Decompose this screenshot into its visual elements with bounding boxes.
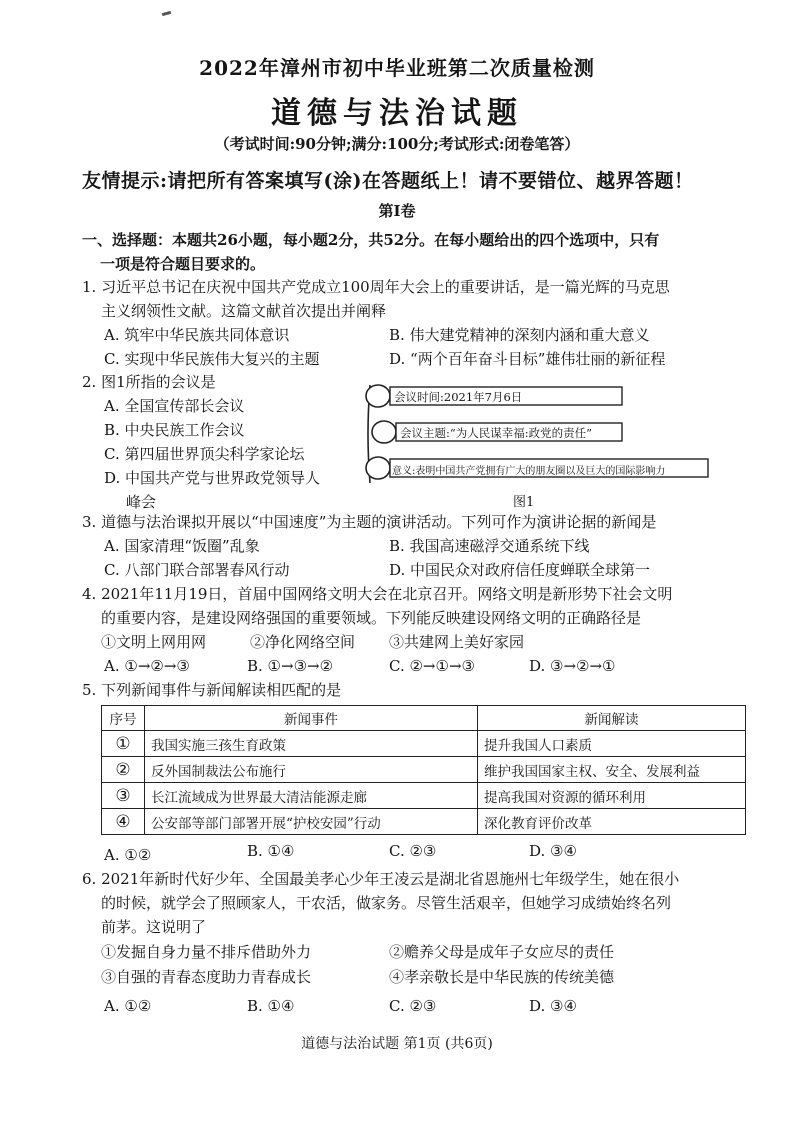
q4-statement-1: ①文明上网用网 (101, 633, 207, 651)
figure-1 (362, 379, 712, 489)
q3-stem: 3. 道德与法治课拟开展以“中国速度”为主题的演讲活动。下列可作为演讲论据的新闻是 (82, 513, 657, 531)
volume-label: 第Ⅰ卷 (378, 202, 416, 220)
table-header-index: 序号 (102, 706, 145, 731)
table-row (102, 783, 746, 809)
page-footer: 道德与法治试题 第1页 (共6页) (301, 1036, 493, 1052)
exam-title: 2022年漳州市初中毕业班第二次质量检测 (199, 56, 595, 80)
table-cell-interpretation: 深化教育评价改革 (478, 809, 746, 835)
q6-statement-1: ①发掘自身力量不排斥借助外力 (101, 943, 312, 961)
figure-1-caption: 图1 (513, 495, 535, 510)
table-header-interpretation: 新闻解读 (478, 706, 746, 731)
q4-statement-3: ③共建网上美好家园 (389, 633, 525, 651)
table-cell-event: 反外国制裁法公布施行 (145, 757, 478, 783)
table-cell-event: 长江流域成为世界最大清洁能源走廊 (145, 783, 478, 809)
q1-option-b: B. 伟大建党精神的深刻内涵和重大意义 (389, 326, 650, 344)
q5-stem: 5. 下列新闻事件与新闻解读相匹配的是 (82, 681, 342, 699)
table-cell-interpretation: 维护我国国家主权、安全、发展利益 (478, 757, 746, 783)
figure-1-theme: 会议主题:“为人民谋幸福:政党的责任” (400, 426, 593, 440)
q6-option-a: A. ①② (104, 997, 152, 1015)
section1-line2: 一项是符合题目要求的。 (100, 255, 266, 273)
q4-option-b: B. ①→③→② (247, 657, 334, 675)
news-table (101, 705, 746, 835)
q2-option-d-line1: D. 中国共产党与世界政党领导人 (104, 469, 321, 487)
q3-option-c: C. 八部门联合部署春风行动 (104, 561, 290, 579)
subject-title: 道德与法治试题 (271, 96, 523, 131)
q4-statement-2: ②净化网络空间 (250, 633, 356, 651)
q4-stem-line2: 的重要内容，是建设网络强国的重要领域。下列能反映建设网络文明的正确路径是 (101, 609, 642, 627)
exam-info: （考试时间:90分钟;满分:100分;考试形式:闭卷笔答） (214, 135, 580, 153)
q5-option-a: A. ①② (104, 846, 152, 864)
table-cell-event: 公安部等部门部署开展“护校安园”行动 (145, 809, 478, 835)
q1-stem-line2: 主义纲领性文献。这篇文献首次提出并阐释 (101, 302, 387, 320)
table-cell-interpretation: 提高我国对资源的循环利用 (478, 783, 746, 809)
table-cell-index: ② (102, 757, 145, 783)
q1-option-a: A. 筑牢中华民族共同体意识 (104, 326, 290, 344)
q5-option-b: B. ①④ (247, 842, 295, 860)
q1-option-c: C. 实现中华民族伟大复兴的主题 (104, 350, 320, 368)
q6-option-b: B. ①④ (247, 997, 295, 1015)
q2-stem: 2. 图1所指的会议是 (82, 373, 216, 391)
table-header-row (102, 706, 746, 731)
q4-option-d: D. ③→②→① (529, 657, 616, 675)
friendly-tip: 友情提示:请把所有答案填写(涂)在答题纸上！请不要错位、越界答题！ (82, 170, 694, 192)
q2-option-b: B. 中央民族工作会议 (104, 421, 245, 439)
scan-mark (162, 11, 171, 16)
q6-statement-3: ③自强的青春态度助力青春成长 (101, 968, 312, 986)
q2-option-d-line2: 峰会 (126, 493, 157, 511)
table-row (102, 757, 746, 783)
q2-option-c: C. 第四届世界顶尖科学家论坛 (104, 445, 305, 463)
table-cell-index: ③ (102, 783, 145, 809)
q6-stem-line1: 6. 2021年新时代好少年、全国最美孝心少年王凌云是湖北省恩施州七年级学生，她在很小 (82, 870, 680, 888)
table-cell-interpretation: 提升我国人口素质 (478, 731, 746, 757)
q4-option-c: C. ②→①→③ (389, 657, 475, 675)
q6-stem-line2: 的时候，就学会了照顾家人，干农活，做家务。尽管生活艰辛，但她学习成绩始终名列 (101, 894, 672, 912)
table-row (102, 731, 746, 757)
q6-stem-line3: 前茅。这说明了 (101, 918, 207, 936)
q3-option-b: B. 我国高速磁浮交通系统下线 (389, 537, 590, 555)
q6-statement-2: ②赡养父母是成年子女应尽的责任 (389, 943, 615, 961)
q1-stem-line1: 1. 习近平总书记在庆祝中国共产党成立100周年大会上的重要讲话，是一篇光辉的马克思 (82, 278, 670, 296)
table-cell-index: ④ (102, 809, 145, 835)
q4-stem-line1: 4. 2021年11月19日，首届中国网络文明大会在北京召开。网络文明是新形势下社会文明 (82, 585, 673, 603)
q5-option-c: C. ②③ (389, 842, 437, 860)
q1-option-d: D. “两个百年奋斗目标”雄伟壮丽的新征程 (389, 350, 666, 368)
figure-1-significance: 意义:表明中国共产党拥有广大的朋友圈以及巨大的国际影响力 (392, 466, 666, 477)
q3-option-a: A. 国家清理“饭圈”乱象 (104, 537, 260, 555)
q5-option-d: D. ③④ (529, 842, 577, 860)
q2-option-a: A. 全国宣传部长会议 (104, 397, 245, 415)
figure-1-time: 会议时间:2021年7月6日 (394, 390, 523, 404)
q6-option-c: C. ②③ (389, 997, 437, 1015)
table-row (102, 809, 746, 835)
section1-line1: 一、选择题：本题共26小题，每小题2分，共52分。在每小题给出的四个选项中，只有 (82, 231, 660, 249)
table-header-event: 新闻事件 (145, 706, 478, 731)
q6-statement-4: ④孝亲敬长是中华民族的传统美德 (389, 968, 615, 986)
q6-option-d: D. ③④ (529, 997, 577, 1015)
table-cell-index: ① (102, 731, 145, 757)
q4-option-a: A. ①→②→③ (104, 657, 190, 675)
table-cell-event: 我国实施三孩生育政策 (145, 731, 478, 757)
q3-option-d: D. 中国民众对政府信任度蝉联全球第一 (389, 561, 651, 579)
